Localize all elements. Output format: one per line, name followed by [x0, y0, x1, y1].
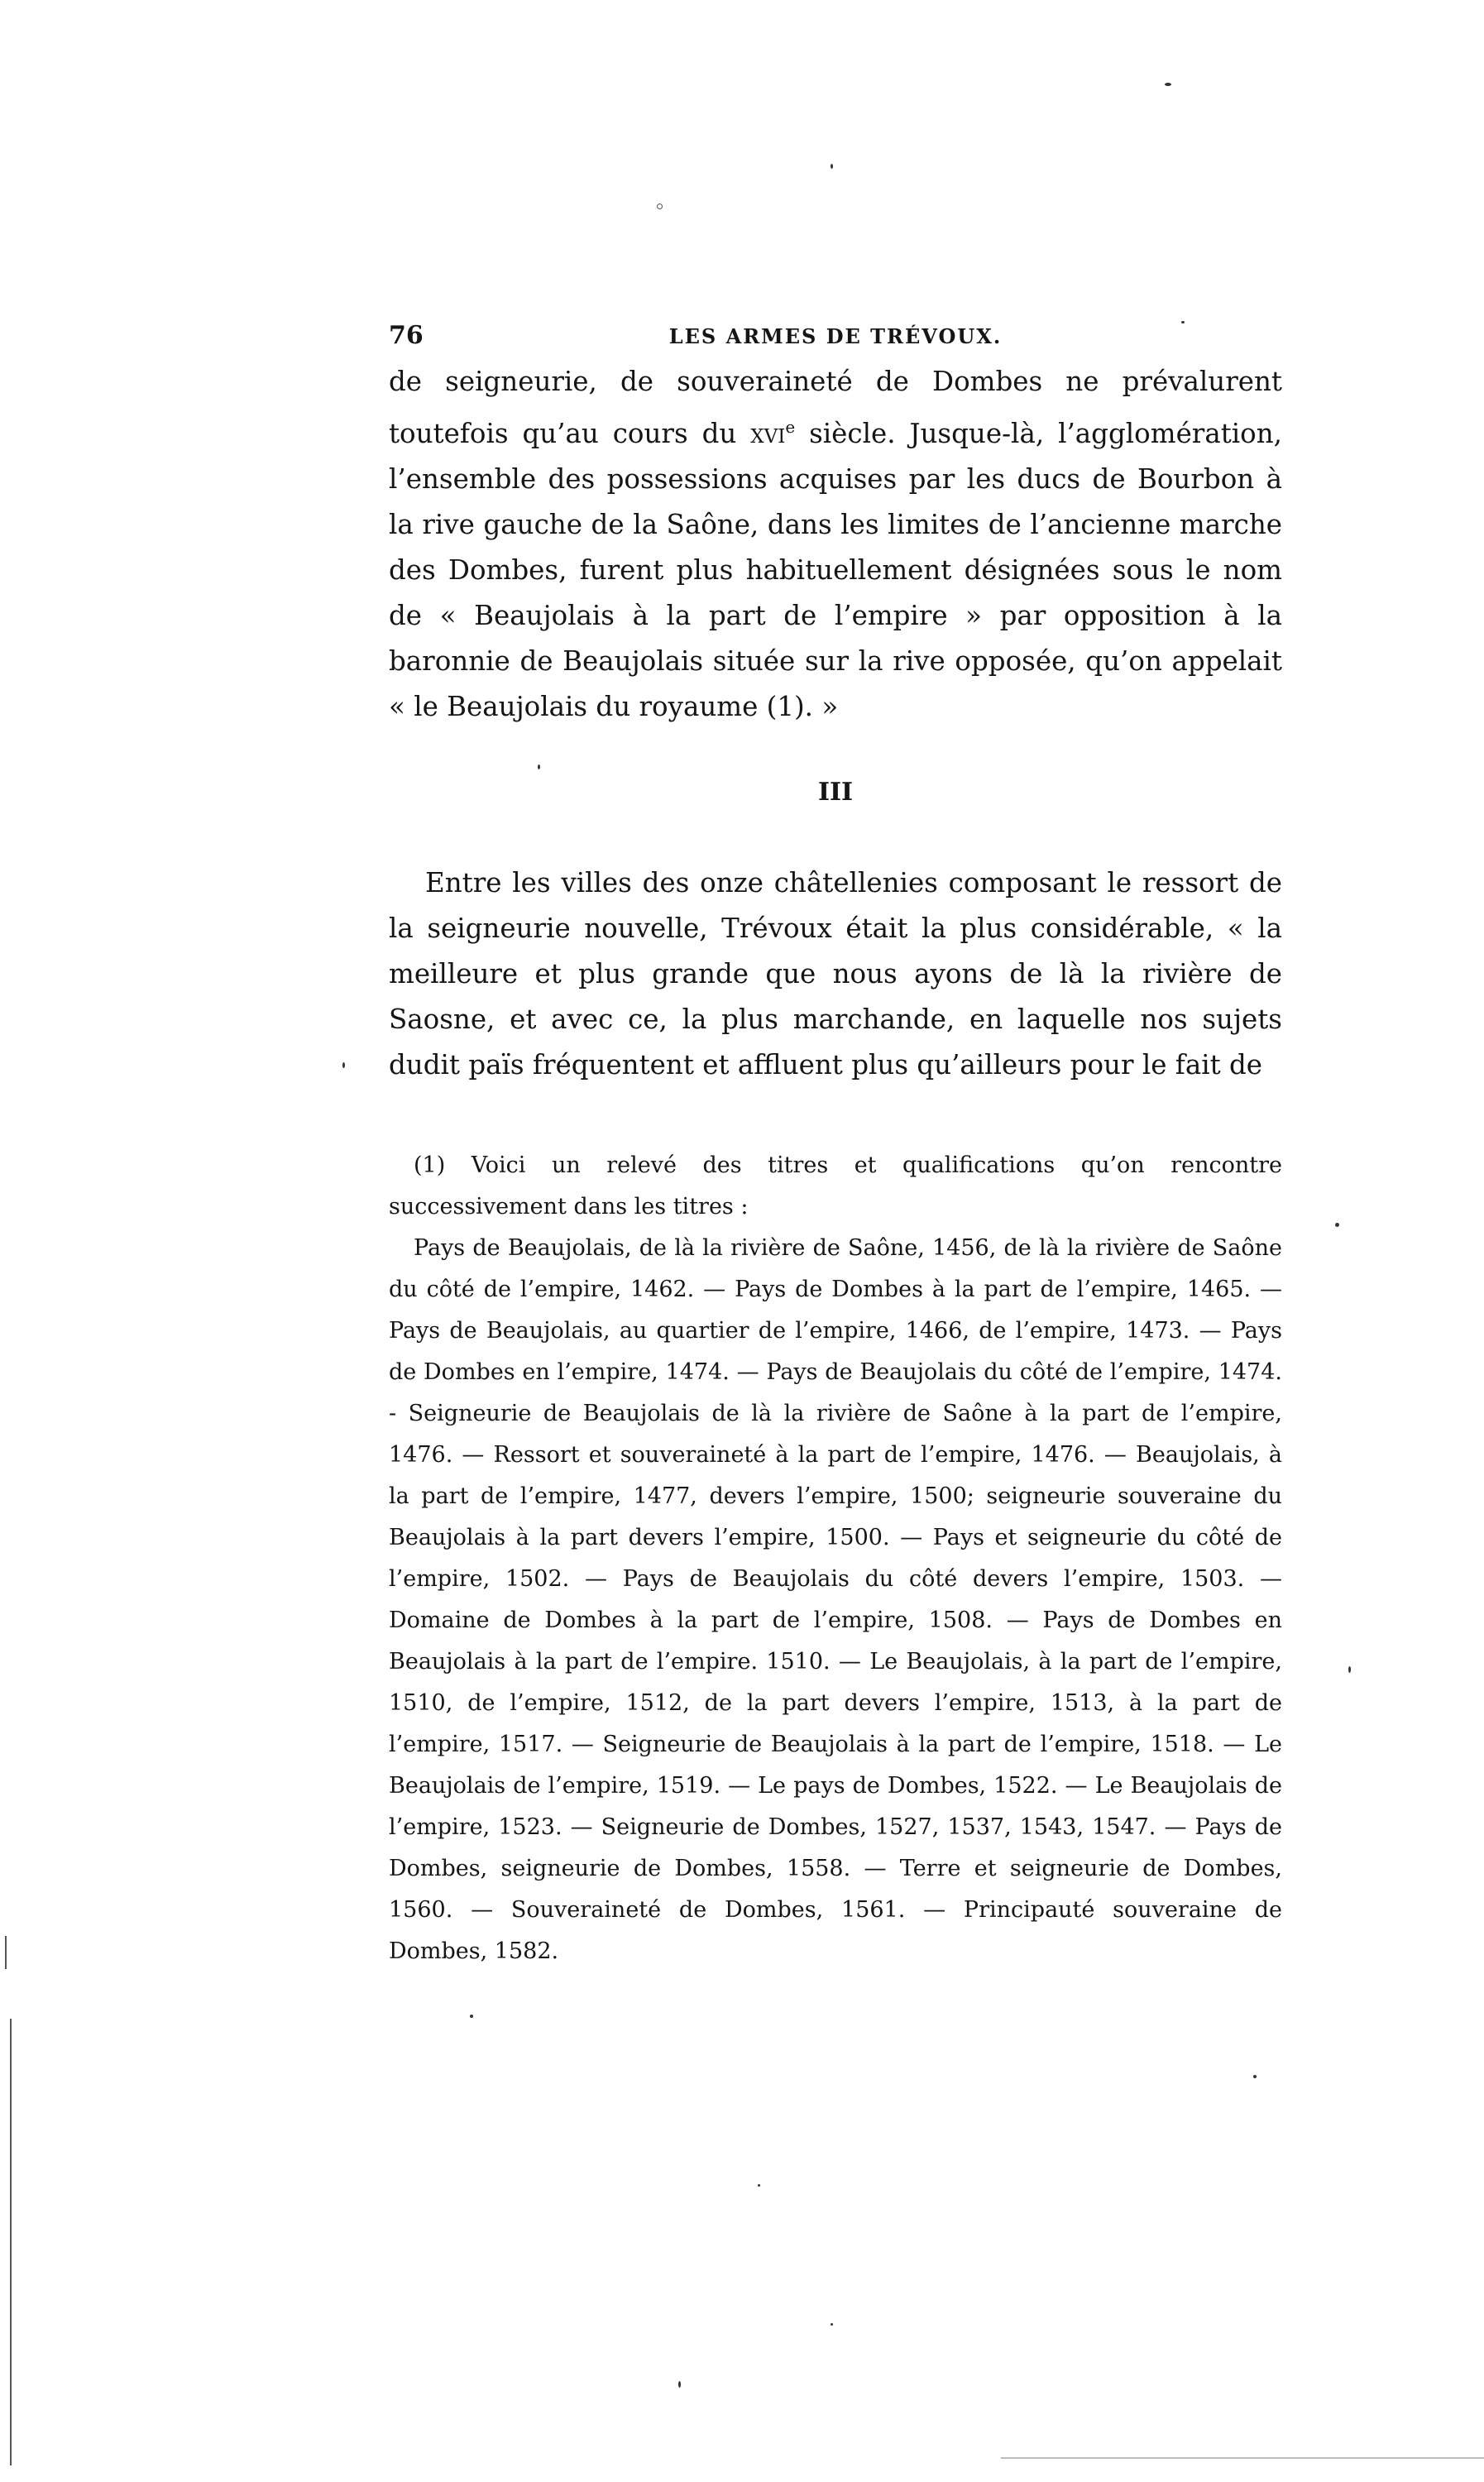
century-numeral: xvi	[750, 417, 786, 449]
footnote-intro: (1) Voici un relevé des titres et qualifications qu’on rencontre successivement dans les titres :	[389, 1152, 1282, 1219]
paragraph-text: de seigneurie, de souveraineté de Dombes ne prévalurent toutefois qu’au cours du	[389, 366, 1282, 449]
scan-speck	[1348, 1666, 1351, 1673]
page-number: 76	[389, 321, 424, 350]
footnote	[389, 1145, 1282, 1972]
scan-speck	[657, 204, 663, 209]
footnote-list: Pays de Beaujolais, de là la rivière de Saône, 1456, de là la rivière de Saône du côté de l’empire, 1462. — Pays de Dombes à la part de l’empire, 1465. — Pays de Beaujolais, au quartier de l’empire, 1466, de l’empire, 1473. — Pays de Dombes en l’empire, 1474. — Pays de Beaujolais du côté de l’empire, 1474. - Seigneurie de Beaujolais de là la rivière de Saône à la part de l’empire, 1476. — Ressort et souveraineté à la part de l’empire, 1476. — Beaujolais, à la part de l’empire, 1477, devers l’empire, 1500; seigneurie souveraine du Beaujolais à la part devers l’empire, 1500. — Pays et seigneurie du côté de l’empire, 1502. — Pays de Beaujolais du côté devers l’empire, 1503. — Domaine de Dombes à la part de l’empire, 1508. — Pays de Dombes en Beaujolais à la part de l’empire. 1510. — Le Beaujolais, à la part de l’empire, 1510, de l’empire, 1512, de la part devers l’empire, 1513, à la part de l’empire, 1517. — Seigneurie de Beaujolais à la part de l’empire, 1518. — Le Beaujolais de l’empire, 1519. — Le pays de Dombes, 1522. — Le Beaujolais de l’empire, 1523. — Seigneurie de Dombes, 1527, 1537, 1543, 1547. — Pays de Dombes, seigneurie de Dombes, 1558. — Terre et seigneurie de Dombes, 1560. — Souveraineté de Dombes, 1561. — Principauté souveraine de Dombes, 1582.	[389, 1235, 1282, 1964]
scan-speck	[831, 164, 833, 169]
left-edge-mark	[10, 2019, 12, 2465]
running-head: LES ARMES DE TRÉVOUX.	[668, 324, 1003, 348]
section-heading: III	[817, 778, 854, 807]
scan-speck	[342, 1062, 345, 1068]
paragraph-continuation	[389, 359, 1282, 730]
scan-speck	[1253, 2075, 1257, 2078]
scan-speck	[1165, 83, 1171, 86]
scan-edge-line	[1001, 2457, 1484, 2459]
scan-speck	[1335, 1223, 1339, 1227]
paragraph: Entre les villes des onze châtellenies composant le ressort de la seigneurie nouvelle, Trévoux était la plus considérable, « la meilleure et plus grande que nous ayons de là la rivière de Saosne, et avec ce, la plus marchande, en laquelle nos sujets dudit païs fréquentent et affluent plus qu’ailleurs pour le fait de	[389, 867, 1282, 1080]
scan-speck	[470, 2015, 473, 2018]
scan-speck	[758, 2184, 760, 2187]
scan-speck	[831, 2323, 833, 2326]
paragraph-text: siècle. Jusque-là, l’agglomération, l’ensemble des possessions acquises par les ducs de Bourbon à la rive gauche de la Saône, dans les limites de l’ancienne marche des Dombes, furent plus habituellement désignées sous le nom de « Beaujolais à la part de l’empire » par opposition à la baronnie de Beaujolais située sur la rive opposée, qu’on appelait « le Beaujolais du royaume (1). »	[389, 417, 1282, 722]
century-superscript: e	[785, 417, 796, 437]
scan-speck	[538, 764, 540, 769]
scan-speck	[678, 2381, 681, 2388]
left-edge-mark	[5, 1936, 7, 1969]
page-header	[389, 321, 1282, 354]
